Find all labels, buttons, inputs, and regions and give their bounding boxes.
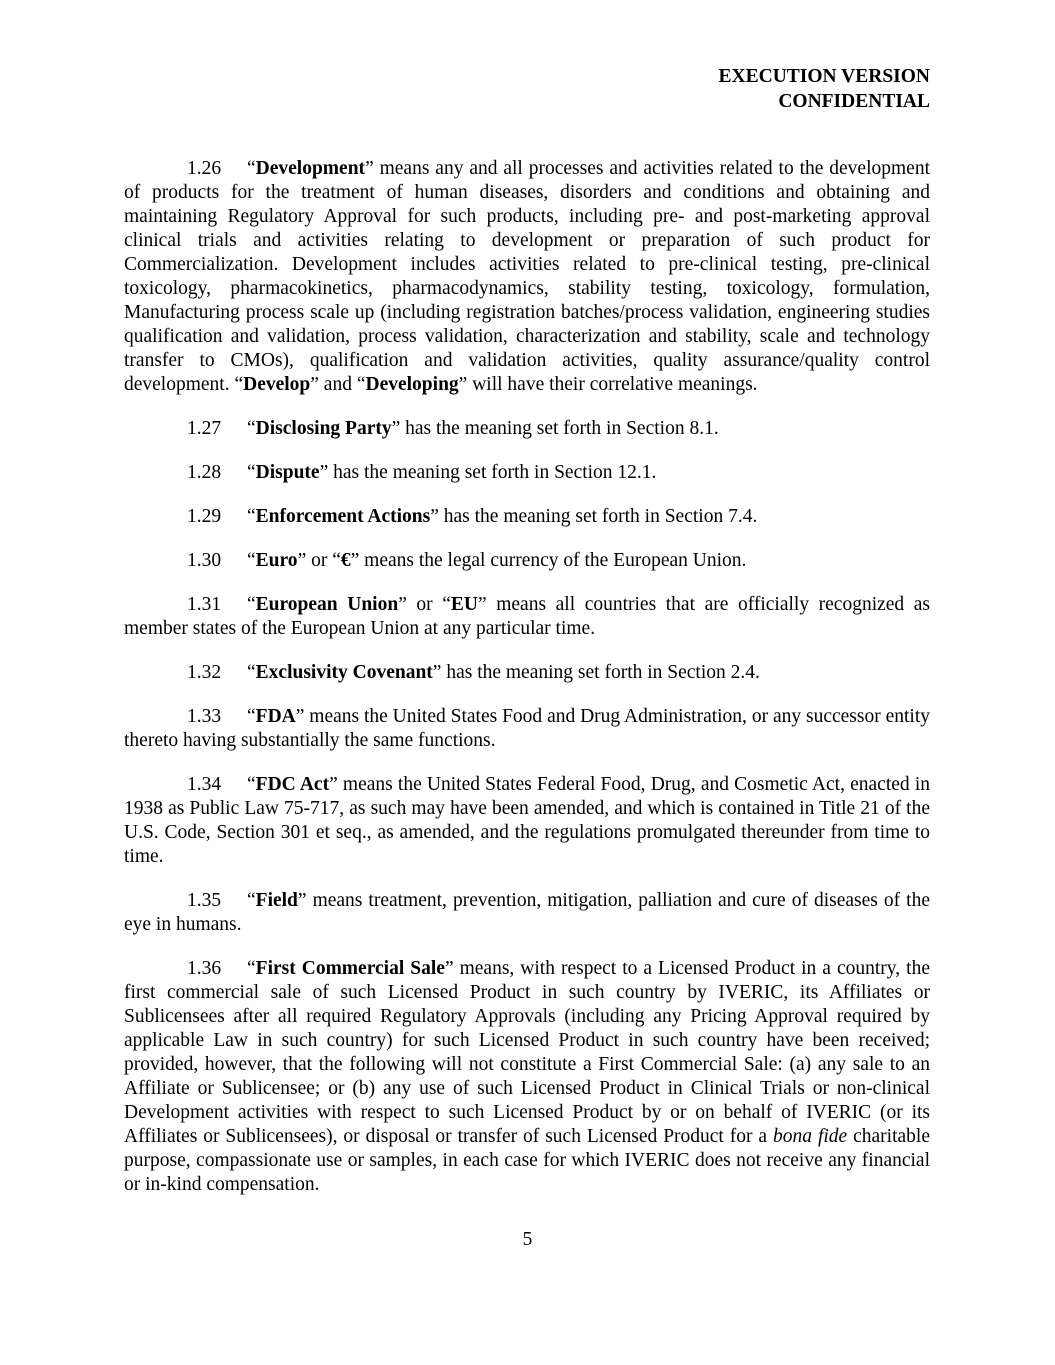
definition-text: “ [247, 774, 256, 795]
defined-term: Developing [365, 374, 459, 395]
section-number: 1.32 [187, 662, 222, 683]
definition-text: “ [247, 550, 256, 571]
definition-text: ” means the United States Federal Food, Drug, and Cosmetic Act, enacted in 1938 as Public Law 75-717, as such may have been amended, and which is contained in Title 21 of the U.S. Code, Section 301 et seq., as amended, and the regulations promulgated thereunder from time to time. [124, 774, 931, 867]
definition-text: “ [247, 418, 256, 439]
defined-term: EU [450, 594, 478, 615]
definition-text: “ [247, 958, 256, 979]
section-number: 1.26 [187, 158, 222, 179]
header-execution-version: EXECUTION VERSION [718, 66, 930, 87]
definition-text: ” has the meaning set forth in Section 2.4. [432, 662, 760, 683]
definition-text: ” means, with respect to a Licensed Product in a country, the first commercial sale of such Licensed Product in such country by IVERIC, its Affiliates or Sublicensees after all required Regulatory Approvals (including any Pricing Approval required by applicable Law in such country) for such Licensed Product in such country have been received; provided, however, that the following will not constitute a First Commercial Sale: (a) any sale to an Affiliate or Sublicensee; or (b) any use of such Licensed Product in Clinical Trials or non-clinical Development activities with respect to such Licensed Product by or on behalf of IVERIC (or its Affiliates or Sublicensees), or disposal or transfer of such Licensed Product for a [124, 958, 930, 1147]
defined-term: Dispute [255, 462, 320, 483]
definition-1-30 [124, 549, 930, 573]
definition-1-36 [124, 957, 930, 1197]
defined-term: Develop [243, 374, 311, 395]
section-number: 1.29 [187, 506, 222, 527]
section-number: 1.31 [187, 594, 222, 615]
definition-text: ” means all countries that are officially recognized as member states of the European Union at any particular time. [124, 594, 930, 639]
defined-term: Euro [255, 550, 298, 571]
definition-1-34 [124, 773, 930, 869]
definition-text: ” means the legal currency of the European Union. [350, 550, 747, 571]
definition-text: “ [247, 594, 256, 615]
defined-term: Field [255, 890, 298, 911]
section-number: 1.27 [187, 418, 222, 439]
defined-term: European Union [255, 594, 399, 615]
defined-term: Development [255, 158, 366, 179]
section-number: 1.36 [187, 958, 222, 979]
definition-1-26 [124, 157, 930, 397]
defined-term: € [340, 550, 351, 571]
definition-text: ” has the meaning set forth in Section 12.1. [319, 462, 657, 483]
definition-text: ” will have their correlative meanings. [458, 374, 758, 395]
definition-text: ” or “ [398, 594, 451, 615]
definition-text: “ [247, 506, 256, 527]
definition-text: ” means the United States Food and Drug Administration, or any successor entity thereto having substantially the same functions. [124, 706, 930, 751]
definition-1-31 [124, 593, 930, 641]
section-number: 1.35 [187, 890, 222, 911]
definition-1-33 [124, 705, 930, 753]
definition-text: “ [247, 662, 256, 683]
definition-text: “ [247, 890, 256, 911]
definition-text: ” has the meaning set forth in Section 8.1. [391, 418, 719, 439]
definition-1-28 [124, 461, 930, 485]
definition-text: ” or “ [297, 550, 341, 571]
page-number: 5 [522, 1229, 533, 1250]
definition-text: “ [247, 706, 256, 727]
section-number: 1.33 [187, 706, 222, 727]
defined-term: Exclusivity Covenant [255, 662, 433, 683]
document-header [719, 64, 930, 114]
definition-text: ” has the meaning set forth in Section 7.4. [430, 506, 758, 527]
header-confidential: CONFIDENTIAL [778, 91, 930, 112]
defined-term: FDA [255, 706, 296, 727]
definition-1-35 [124, 889, 930, 937]
defined-term: Disclosing Party [255, 418, 392, 439]
definition-1-29 [124, 505, 930, 529]
definition-text: charitable purpose, compassionate use or samples, in each case for which IVERIC does not receive any financial or in-kind compensation. [124, 1126, 930, 1195]
definition-text: “ [247, 158, 256, 179]
definition-text: “ [247, 462, 256, 483]
defined-term: Enforcement Actions [255, 506, 431, 527]
definition-1-27 [124, 417, 930, 441]
italic-text: bona fide [773, 1126, 848, 1147]
definition-1-32 [124, 661, 930, 685]
document-body [124, 157, 930, 1217]
section-number: 1.34 [187, 774, 222, 795]
defined-term: FDC Act [255, 774, 330, 795]
section-number: 1.28 [187, 462, 222, 483]
definition-text: ” and “ [310, 374, 366, 395]
definition-text: ” means any and all processes and activities related to the development of products for the treatment of human diseases, disorders and conditions and obtaining and maintaining Regulatory Approval for such products, including pre- and post-marketing approval clinical trials and activities relating to development or preparation of such product for Commercialization. Development includes activities related to pre-clinical testing, pre-clinical toxicology, pharmacokinetics, pharmacodynamics, stability testing, toxicology, formulation, Manufacturing process scale up (including registration batches/process validation, engineering studies qualification and validation, process validation, characterization and stability, scale and technology transfer to CMOs), qualification and validation activities, quality assurance/quality control development. “ [124, 158, 930, 395]
defined-term: First Commercial Sale [255, 958, 445, 979]
definition-text: ” means treatment, prevention, mitigation, palliation and cure of diseases of the eye in humans. [124, 890, 930, 935]
section-number: 1.30 [187, 550, 222, 571]
